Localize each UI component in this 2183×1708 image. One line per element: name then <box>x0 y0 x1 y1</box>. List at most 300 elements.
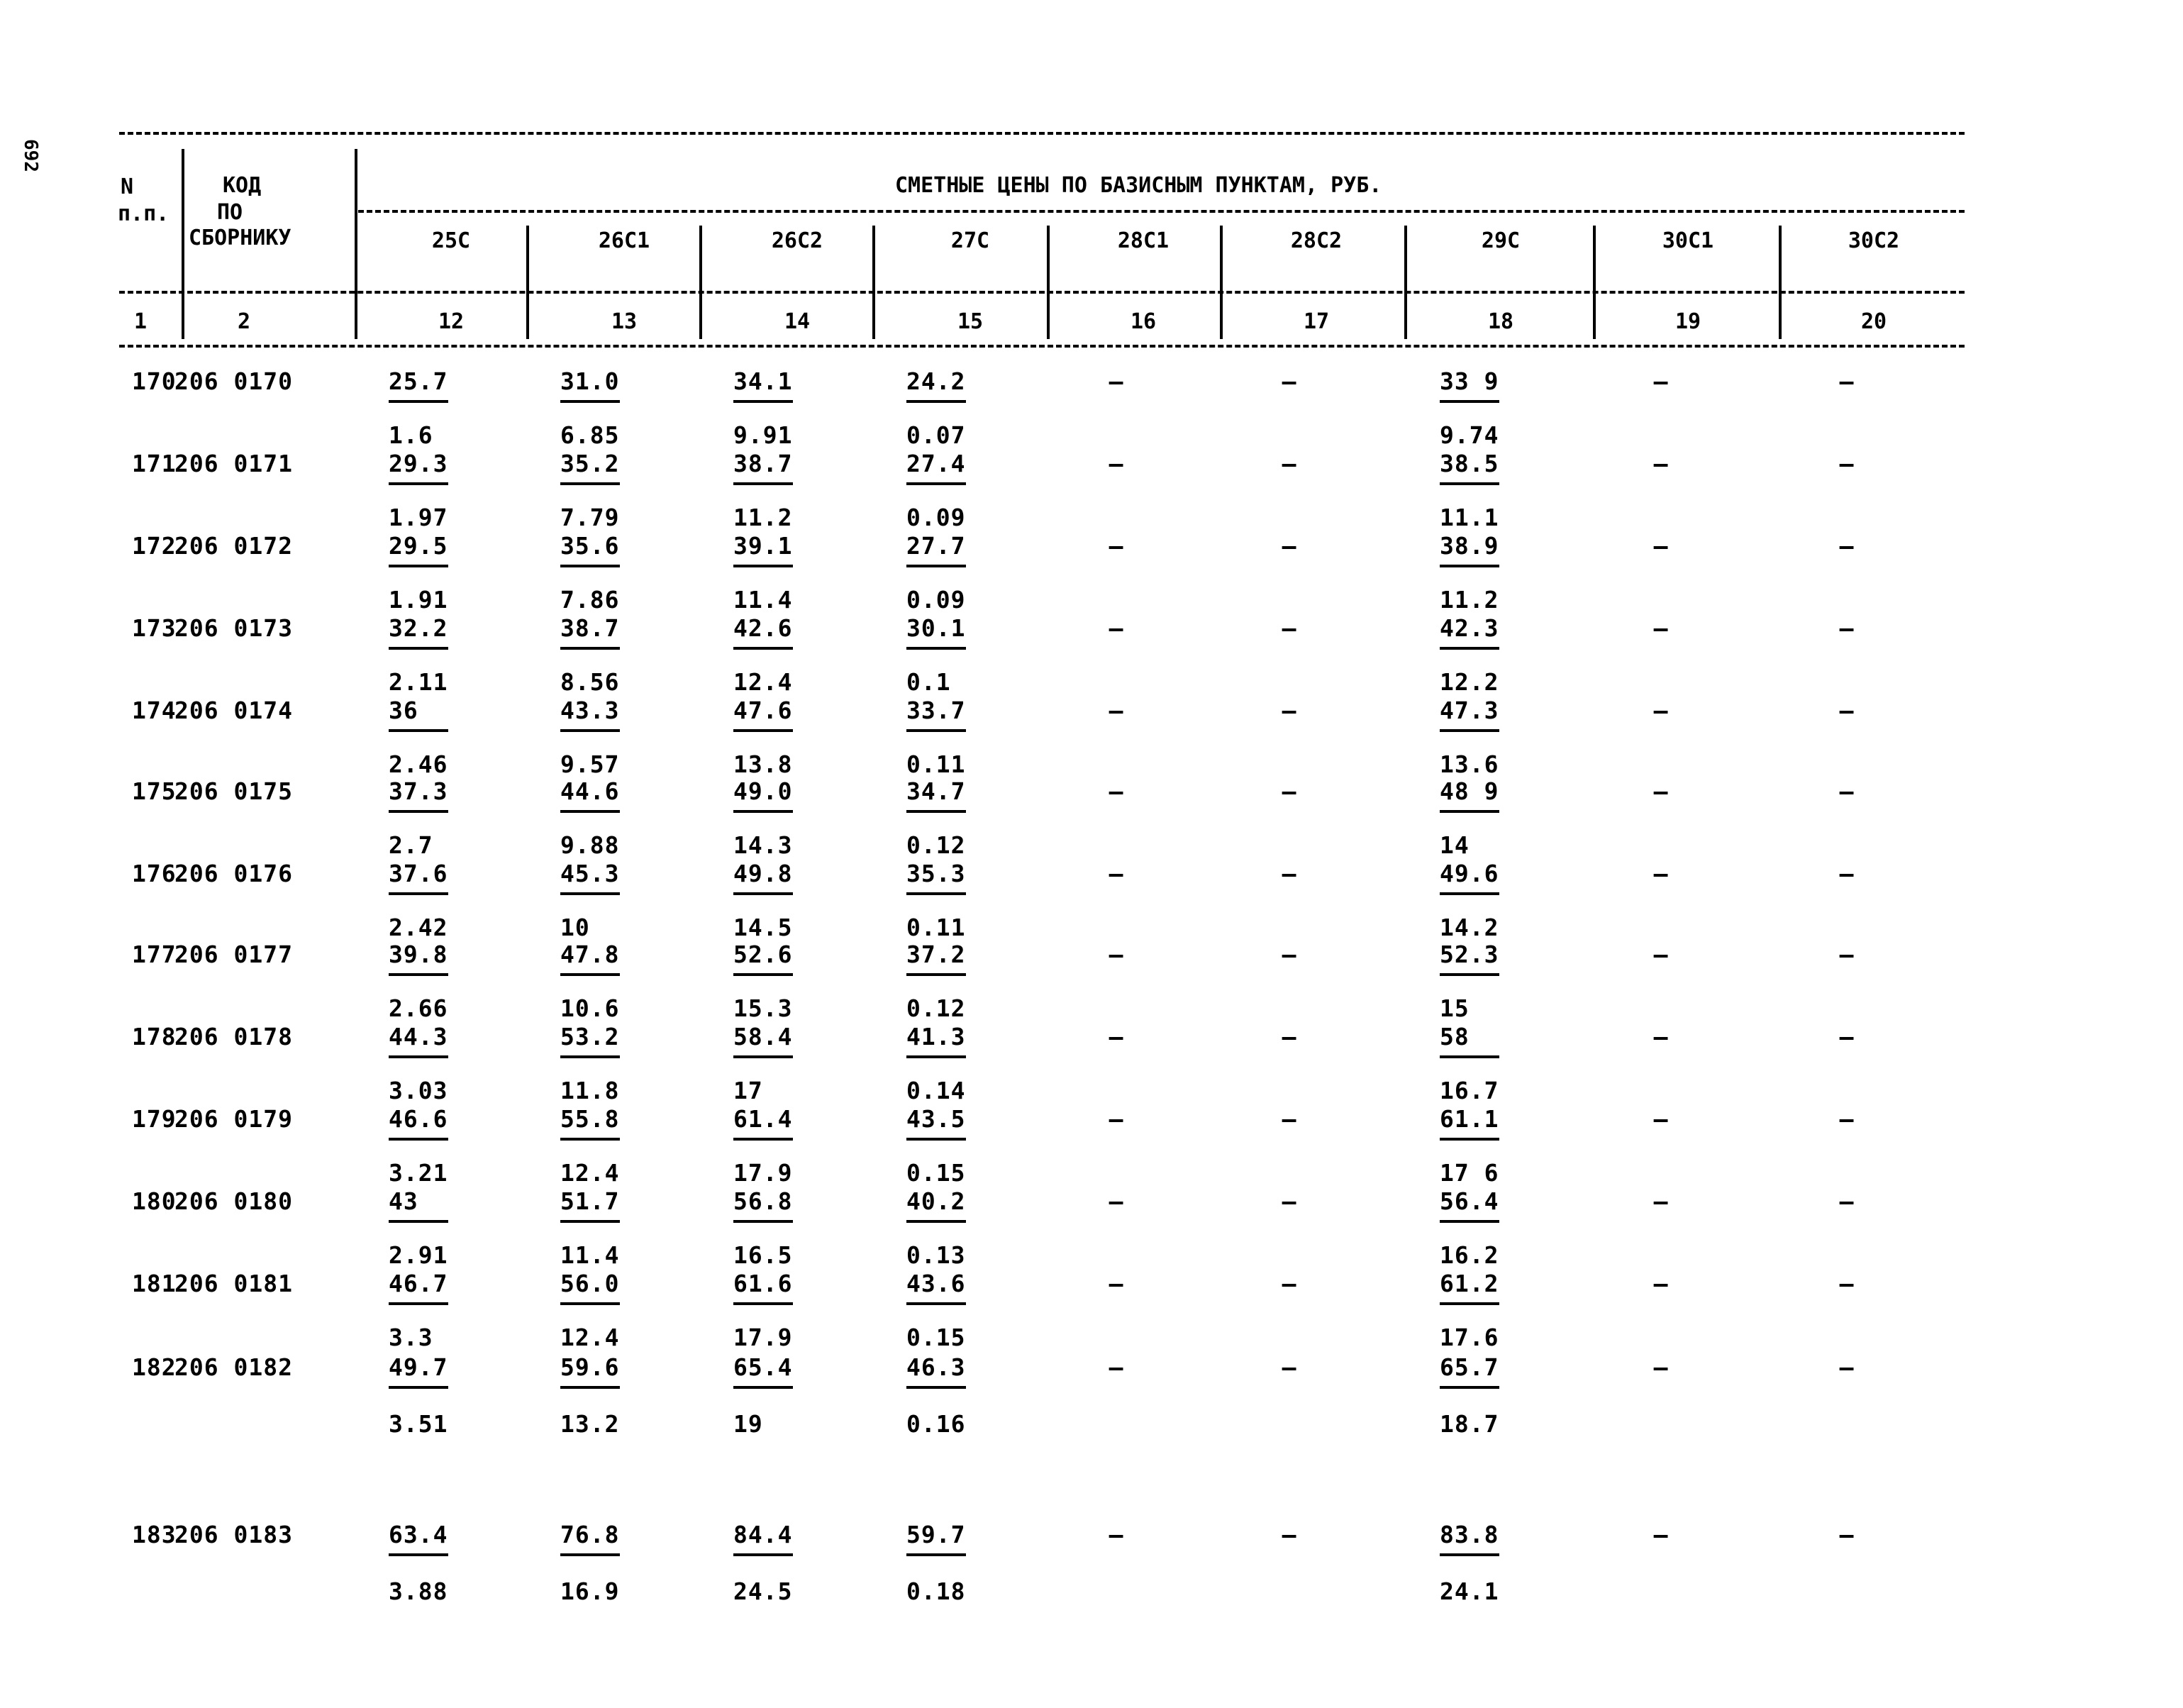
column-number: 2 <box>237 309 251 334</box>
fraction-line <box>560 647 620 650</box>
fraction-line <box>906 973 966 976</box>
header-separator <box>1047 226 1050 339</box>
header-pp: п.п. <box>118 201 170 226</box>
point-header: 26С1 <box>598 228 650 253</box>
price-value: 53.2 <box>560 1023 620 1050</box>
fraction-line <box>733 1302 793 1305</box>
price-value: 27.7 <box>906 532 966 560</box>
price-value: 38.7 <box>733 450 793 477</box>
price-value-sub: 16.9 <box>560 1577 620 1605</box>
fraction-line <box>733 400 793 403</box>
fraction-line <box>906 1138 966 1141</box>
price-value: 49.0 <box>733 777 793 805</box>
price-value: 59.6 <box>560 1353 620 1381</box>
price-value: 43.6 <box>906 1270 966 1297</box>
price-value-sub: 2.42 <box>389 914 448 941</box>
price-value: 35.3 <box>906 860 966 887</box>
fraction-line <box>906 810 966 813</box>
header-separator <box>1220 226 1223 339</box>
price-value: 46.3 <box>906 1353 966 1381</box>
empty-dash: – <box>1109 1023 1124 1050</box>
empty-dash: – <box>1653 1521 1669 1548</box>
fraction-line <box>906 647 966 650</box>
fraction-line <box>1440 1055 1499 1058</box>
header-code-sbornik: СБОРНИКУ <box>189 226 291 250</box>
empty-dash: – <box>1109 1270 1124 1297</box>
price-value-sub: 0.11 <box>906 914 966 941</box>
price-value: 52.3 <box>1440 941 1499 968</box>
column-number: 12 <box>438 309 465 334</box>
header-separator <box>182 149 184 339</box>
price-value: 49.7 <box>389 1353 448 1381</box>
price-value: 76.8 <box>560 1521 620 1548</box>
price-value-sub: 9.57 <box>560 750 620 778</box>
row-number: 179 <box>132 1105 177 1133</box>
empty-dash: – <box>1282 1270 1297 1297</box>
column-number: 19 <box>1674 309 1701 334</box>
price-value: 47.8 <box>560 941 620 968</box>
price-value: 38.9 <box>1440 532 1499 560</box>
fraction-line <box>733 729 793 732</box>
price-value-sub: 0.12 <box>906 994 966 1022</box>
empty-dash: – <box>1282 614 1297 642</box>
price-value: 47.3 <box>1440 697 1499 724</box>
row-number: 176 <box>132 860 177 887</box>
row-code: 206 0180 <box>174 1187 293 1215</box>
price-value-sub: 12.2 <box>1440 668 1499 696</box>
price-value: 51.7 <box>560 1187 620 1215</box>
header-separator <box>1404 226 1407 339</box>
price-value-sub: 14.3 <box>733 831 793 859</box>
fraction-line <box>733 565 793 567</box>
row-number: 180 <box>132 1187 177 1215</box>
fraction-line <box>389 973 448 976</box>
price-value-sub: 9.74 <box>1440 421 1499 449</box>
price-value: 36 <box>389 697 418 724</box>
point-header: 29С <box>1481 228 1521 253</box>
price-value: 34.1 <box>733 367 793 395</box>
price-value: 48 9 <box>1440 777 1499 805</box>
fraction-line <box>906 400 966 403</box>
fraction-line <box>733 1386 793 1389</box>
price-value-sub: 13.6 <box>1440 750 1499 778</box>
price-value-sub: 14.2 <box>1440 914 1499 941</box>
empty-dash: – <box>1839 697 1855 724</box>
header-separator <box>355 149 357 339</box>
fraction-line <box>560 1386 620 1389</box>
price-value-sub: 16.7 <box>1440 1077 1499 1104</box>
price-value: 34.7 <box>906 777 966 805</box>
price-value: 27.4 <box>906 450 966 477</box>
empty-dash: – <box>1109 532 1124 560</box>
price-value-sub: 15 <box>1440 994 1470 1022</box>
row-code: 206 0177 <box>174 941 293 968</box>
point-header: 25С <box>431 228 471 253</box>
price-value-sub: 11.2 <box>1440 586 1499 614</box>
row-code: 206 0178 <box>174 1023 293 1050</box>
price-value: 65.7 <box>1440 1353 1499 1381</box>
price-value: 61.1 <box>1440 1105 1499 1133</box>
fraction-line <box>389 892 448 895</box>
price-value-sub: 10.6 <box>560 994 620 1022</box>
empty-dash: – <box>1839 1187 1855 1215</box>
fraction-line <box>906 892 966 895</box>
page-number: 692 <box>20 139 41 172</box>
column-number: 18 <box>1487 309 1514 334</box>
fraction-line <box>560 482 620 485</box>
empty-dash: – <box>1839 1353 1855 1381</box>
point-header: 28С2 <box>1290 228 1343 253</box>
fraction-line <box>389 1220 448 1223</box>
fraction-line <box>560 1055 620 1058</box>
column-numbers-top-rule <box>119 291 1965 294</box>
fraction-line <box>1440 1386 1499 1389</box>
fraction-line <box>389 1553 448 1556</box>
price-value-sub: 11.4 <box>733 586 793 614</box>
header-code-po: ПО <box>217 200 243 225</box>
row-code: 206 0173 <box>174 614 293 642</box>
fraction-line <box>1440 973 1499 976</box>
column-number: 20 <box>1860 309 1887 334</box>
price-value-sub: 12.4 <box>560 1159 620 1187</box>
price-value-sub: 14.5 <box>733 914 793 941</box>
fraction-line <box>389 482 448 485</box>
point-header: 27С <box>950 228 990 253</box>
fraction-line <box>1440 1138 1499 1141</box>
empty-dash: – <box>1109 1521 1124 1548</box>
price-value-sub: 13.8 <box>733 750 793 778</box>
empty-dash: – <box>1653 614 1669 642</box>
empty-dash: – <box>1653 697 1669 724</box>
fraction-line <box>1440 1220 1499 1223</box>
price-value-sub: 0.09 <box>906 504 966 531</box>
price-value: 41.3 <box>906 1023 966 1050</box>
header-n: N <box>121 174 134 199</box>
fraction-line <box>1440 400 1499 403</box>
price-value: 40.2 <box>906 1187 966 1215</box>
price-value-sub: 17 6 <box>1440 1159 1499 1187</box>
price-value: 42.6 <box>733 614 793 642</box>
price-value-sub: 2.66 <box>389 994 448 1022</box>
row-code: 206 0170 <box>174 367 293 395</box>
empty-dash: – <box>1653 1187 1669 1215</box>
row-code: 206 0179 <box>174 1105 293 1133</box>
price-value: 65.4 <box>733 1353 793 1381</box>
row-number: 183 <box>132 1521 177 1548</box>
price-value-sub: 7.86 <box>560 586 620 614</box>
row-code: 206 0181 <box>174 1270 293 1297</box>
row-number: 178 <box>132 1023 177 1050</box>
fraction-line <box>1440 1302 1499 1305</box>
header-separator <box>872 226 875 339</box>
price-value-sub: 18.7 <box>1440 1410 1499 1438</box>
price-value: 63.4 <box>389 1521 448 1548</box>
price-value: 39.1 <box>733 532 793 560</box>
fraction-line <box>560 400 620 403</box>
header-group-title: СМЕТНЫЕ ЦЕНЫ ПО БАЗИСНЫМ ПУНКТАМ, РУБ. <box>895 173 1382 198</box>
fraction-line <box>733 810 793 813</box>
price-value-sub: 12.4 <box>733 668 793 696</box>
row-code: 206 0172 <box>174 532 293 560</box>
empty-dash: – <box>1282 1105 1297 1133</box>
fraction-line <box>1440 565 1499 567</box>
fraction-line <box>560 1220 620 1223</box>
empty-dash: – <box>1653 777 1669 805</box>
fraction-line <box>1440 482 1499 485</box>
fraction-line <box>389 1055 448 1058</box>
price-value-sub: 0.1 <box>906 668 951 696</box>
fraction-line <box>906 1302 966 1305</box>
fraction-line <box>389 1386 448 1389</box>
price-value-sub: 12.4 <box>560 1324 620 1351</box>
header-separator <box>526 226 529 339</box>
price-value: 33 9 <box>1440 367 1499 395</box>
price-value-sub: 2.7 <box>389 831 433 859</box>
row-code: 206 0183 <box>174 1521 293 1548</box>
fraction-line <box>389 1138 448 1141</box>
empty-dash: – <box>1109 860 1124 887</box>
empty-dash: – <box>1839 1270 1855 1297</box>
empty-dash: – <box>1839 367 1855 395</box>
price-value-sub: 0.14 <box>906 1077 966 1104</box>
price-value: 56.8 <box>733 1187 793 1215</box>
fraction-line <box>560 810 620 813</box>
price-value-sub: 2.91 <box>389 1241 448 1269</box>
price-value-sub: 13.2 <box>560 1410 620 1438</box>
column-number: 1 <box>133 309 148 334</box>
price-value-sub: 9.91 <box>733 421 793 449</box>
price-value-sub: 0.15 <box>906 1324 966 1351</box>
fraction-line <box>560 1302 620 1305</box>
group-title-rule <box>358 210 1965 213</box>
fraction-line <box>560 1138 620 1141</box>
column-number: 16 <box>1130 309 1157 334</box>
price-value-sub: 24.1 <box>1440 1577 1499 1605</box>
fraction-line <box>1440 647 1499 650</box>
empty-dash: – <box>1839 1105 1855 1133</box>
price-value-sub: 17.6 <box>1440 1324 1499 1351</box>
empty-dash: – <box>1109 1187 1124 1215</box>
column-number: 17 <box>1303 309 1330 334</box>
price-value: 42.3 <box>1440 614 1499 642</box>
price-value-sub: 10 <box>560 914 590 941</box>
row-code: 206 0176 <box>174 860 293 887</box>
fraction-line <box>906 482 966 485</box>
price-value: 83.8 <box>1440 1521 1499 1548</box>
price-value: 43 <box>389 1187 418 1215</box>
price-value-sub: 0.07 <box>906 421 966 449</box>
price-value: 84.4 <box>733 1521 793 1548</box>
fraction-line <box>733 647 793 650</box>
empty-dash: – <box>1282 532 1297 560</box>
price-value: 46.7 <box>389 1270 448 1297</box>
empty-dash: – <box>1653 941 1669 968</box>
empty-dash: – <box>1282 1187 1297 1215</box>
empty-dash: – <box>1282 1353 1297 1381</box>
price-value-sub: 3.88 <box>389 1577 448 1605</box>
price-value: 37.3 <box>389 777 448 805</box>
empty-dash: – <box>1109 367 1124 395</box>
fraction-line <box>1440 1553 1499 1556</box>
price-value-sub: 7.79 <box>560 504 620 531</box>
price-value: 29.5 <box>389 532 448 560</box>
empty-dash: – <box>1109 1105 1124 1133</box>
fraction-line <box>906 1055 966 1058</box>
empty-dash: – <box>1839 450 1855 477</box>
price-value-sub: 2.46 <box>389 750 448 778</box>
fraction-line <box>560 973 620 976</box>
price-value: 61.4 <box>733 1105 793 1133</box>
empty-dash: – <box>1282 1023 1297 1050</box>
price-value: 49.8 <box>733 860 793 887</box>
fraction-line <box>560 565 620 567</box>
price-value-sub: 9.88 <box>560 831 620 859</box>
price-value-sub: 0.15 <box>906 1159 966 1187</box>
price-value: 49.6 <box>1440 860 1499 887</box>
price-value: 61.2 <box>1440 1270 1499 1297</box>
price-value-sub: 1.97 <box>389 504 448 531</box>
empty-dash: – <box>1839 860 1855 887</box>
price-value-sub: 11.4 <box>560 1241 620 1269</box>
header-separator <box>1779 226 1782 339</box>
header-separator <box>699 226 702 339</box>
row-code: 206 0175 <box>174 777 293 805</box>
price-value: 46.6 <box>389 1105 448 1133</box>
empty-dash: – <box>1653 532 1669 560</box>
empty-dash: – <box>1839 614 1855 642</box>
price-value-sub: 17.9 <box>733 1324 793 1351</box>
fraction-line <box>733 892 793 895</box>
fraction-line <box>733 1220 793 1223</box>
price-value-sub: 19 <box>733 1410 763 1438</box>
empty-dash: – <box>1282 450 1297 477</box>
fraction-line <box>733 1138 793 1141</box>
fraction-line <box>389 647 448 650</box>
point-header: 28С1 <box>1117 228 1170 253</box>
price-value-sub: 3.3 <box>389 1324 433 1351</box>
fraction-line <box>906 1386 966 1389</box>
header-separator <box>1593 226 1596 339</box>
empty-dash: – <box>1839 532 1855 560</box>
price-value-sub: 6.85 <box>560 421 620 449</box>
header-code: КОД <box>223 173 262 198</box>
price-value: 44.6 <box>560 777 620 805</box>
price-value: 44.3 <box>389 1023 448 1050</box>
point-header: 30С1 <box>1662 228 1714 253</box>
fraction-line <box>1440 892 1499 895</box>
price-value: 33.7 <box>906 697 966 724</box>
fraction-line <box>1440 810 1499 813</box>
price-value: 43.3 <box>560 697 620 724</box>
price-value-sub: 24.5 <box>733 1577 793 1605</box>
empty-dash: – <box>1282 1521 1297 1548</box>
price-value-sub: 2.11 <box>389 668 448 696</box>
price-value: 59.7 <box>906 1521 966 1548</box>
price-value: 29.3 <box>389 450 448 477</box>
price-value-sub: 3.03 <box>389 1077 448 1104</box>
price-value-sub: 0.16 <box>906 1410 966 1438</box>
empty-dash: – <box>1109 697 1124 724</box>
empty-dash: – <box>1653 1270 1669 1297</box>
price-value-sub: 1.6 <box>389 421 433 449</box>
price-value-sub: 17 <box>733 1077 763 1104</box>
row-number: 171 <box>132 450 177 477</box>
fraction-line <box>389 810 448 813</box>
fraction-line <box>733 1055 793 1058</box>
price-value: 37.6 <box>389 860 448 887</box>
price-value: 58.4 <box>733 1023 793 1050</box>
empty-dash: – <box>1109 614 1124 642</box>
fraction-line <box>1440 729 1499 732</box>
point-header: 26С2 <box>771 228 823 253</box>
price-value-sub: 3.51 <box>389 1410 448 1438</box>
price-value: 56.0 <box>560 1270 620 1297</box>
row-number: 177 <box>132 941 177 968</box>
fraction-line <box>560 1553 620 1556</box>
empty-dash: – <box>1282 777 1297 805</box>
fraction-line <box>389 729 448 732</box>
empty-dash: – <box>1653 1105 1669 1133</box>
column-number: 15 <box>957 309 984 334</box>
fraction-line <box>560 892 620 895</box>
column-number: 13 <box>611 309 638 334</box>
header-top-rule <box>119 132 1965 135</box>
fraction-line <box>906 729 966 732</box>
price-value-sub: 14 <box>1440 831 1470 859</box>
empty-dash: – <box>1653 860 1669 887</box>
price-value: 38.7 <box>560 614 620 642</box>
row-code: 206 0171 <box>174 450 293 477</box>
empty-dash: – <box>1653 1023 1669 1050</box>
price-value: 32.2 <box>389 614 448 642</box>
price-value-sub: 16.2 <box>1440 1241 1499 1269</box>
empty-dash: – <box>1839 777 1855 805</box>
price-value: 35.2 <box>560 450 620 477</box>
price-value-sub: 11.2 <box>733 504 793 531</box>
row-number: 173 <box>132 614 177 642</box>
price-value-sub: 16.5 <box>733 1241 793 1269</box>
price-value: 37.2 <box>906 941 966 968</box>
row-number: 172 <box>132 532 177 560</box>
header-bottom-rule <box>119 345 1965 348</box>
price-value-sub: 15.3 <box>733 994 793 1022</box>
price-value-sub: 0.12 <box>906 831 966 859</box>
fraction-line <box>733 1553 793 1556</box>
price-value: 61.6 <box>733 1270 793 1297</box>
row-number: 175 <box>132 777 177 805</box>
fraction-line <box>389 1302 448 1305</box>
fraction-line <box>733 482 793 485</box>
empty-dash: – <box>1109 1353 1124 1381</box>
price-value-sub: 3.21 <box>389 1159 448 1187</box>
empty-dash: – <box>1653 367 1669 395</box>
price-value: 35.6 <box>560 532 620 560</box>
price-value: 39.8 <box>389 941 448 968</box>
fraction-line <box>906 565 966 567</box>
empty-dash: – <box>1839 1023 1855 1050</box>
price-value: 55.8 <box>560 1105 620 1133</box>
price-value: 45.3 <box>560 860 620 887</box>
empty-dash: – <box>1653 1353 1669 1381</box>
price-value: 52.6 <box>733 941 793 968</box>
price-value-sub: 1.91 <box>389 586 448 614</box>
row-number: 181 <box>132 1270 177 1297</box>
fraction-line <box>389 400 448 403</box>
price-value: 43.5 <box>906 1105 966 1133</box>
price-value-sub: 8.56 <box>560 668 620 696</box>
price-value: 24.2 <box>906 367 966 395</box>
empty-dash: – <box>1653 450 1669 477</box>
